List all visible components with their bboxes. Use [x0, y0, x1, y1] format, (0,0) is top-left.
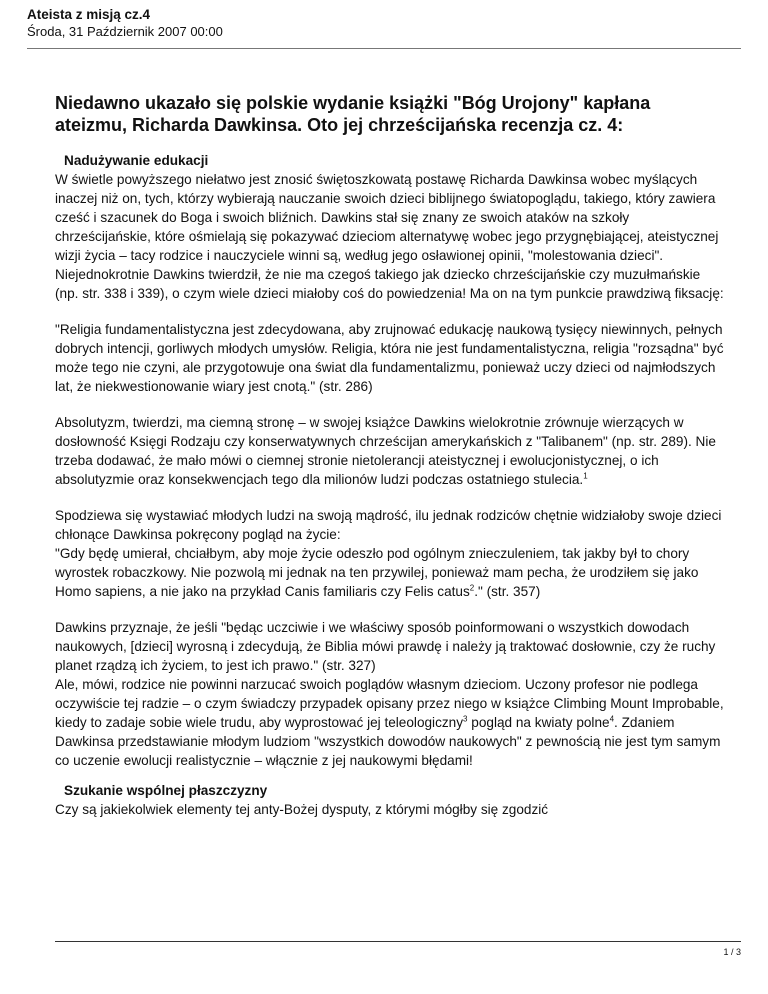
paragraph-7: Czy są jakiekolwiek elementy tej anty-Bożej dysputy, z którymi mógłby się zgodzić — [55, 802, 549, 817]
paragraph-3-text: Absolutyzm, twierdzi, ma ciemną stronę – w swojej książce Dawkins wielokrotnie zrównuje wierzących w dosłowność Księgi Rodzaju czy konserwatywnych chrześcijan amerykańskich z "Talibanem" (np. str. 289). Nie trzeba dodawać, że mało mówi o ciemnej stronie nietolerancji ateistycznej i ewolucjonistycznej, o ich absolutyzmie oraz konsekwencjach tego dla milionów ludzi podczas ostatniego stulecia. — [55, 415, 716, 487]
footnote-ref-4[interactable]: 4 — [609, 714, 615, 724]
paragraph-4-quote-text: "Gdy będę umierał, chciałbym, aby moje życie odeszło pod ogólnym znieczuleniem, tak jakby był to chory wyrostek robaczkowy. Nie pozwolą mi jednak na ten przywilej, ponieważ mam pecha, że urodziłem się jako Homo sapiens, a nie jako na przykład Canis familiaris czy Felis catus — [55, 546, 699, 599]
footnote-ref-3[interactable]: 3 — [463, 714, 468, 724]
paragraph-6-text-end: . Zdaniem Dawkinsa przedstawianie młodym ludziom "wszystkich dowodów naukowych" z pewnością nie jest tym samym co uczenie ewolucji realistycznie – włącznie z jej naukowymi błędami! — [55, 715, 721, 768]
paragraph-5: Dawkins przyznaje, że jeśli "będąc uczciwie i we właściwy sposób poinformowani o wszystkich dowodach naukowych, [dzieci] wyrosną i zdecydują, że Biblia mówi prawdę i należy ją traktować dosłownie, czy że ruchy planet rządzą ich życiem, to jest ich prawo." (str. 327) — [55, 620, 716, 673]
paragraph-2-quote: "Religia fundamentalistyczna jest zdecydowana, aby zrujnować edukację naukową tysięcy niewinnych, pełnych dobrych intencji, gorliwych młodych umysłów. Religia, która nie jest fundamentalistyczna, religia "rozsądna" być może tego nie czyni, ale przygotowuje ona świat dla fundamentalizmu, ponieważ uczy dzieci od najmłodszych lat, że niekwestionowanie wiary jest cnotą." (str. 286) — [55, 322, 724, 394]
paragraph-3 — [55, 413, 725, 489]
paragraph-6 — [55, 675, 725, 770]
header-divider — [27, 48, 741, 49]
article-body — [55, 151, 725, 819]
article-title: Niedawno ukazało się polskie wydanie książki "Bóg Urojony" kapłana ateizmu, Richarda Dawkinsa. Oto jej chrześcijańska recenzja cz. 4: — [55, 93, 651, 135]
header-title: Ateista z misją cz.4 — [27, 7, 151, 22]
paragraph-6-text-cont: pogląd na kwiaty polne — [467, 715, 610, 730]
paragraph-4-intro: Spodziewa się wystawiać młodych ludzi na swoją mądrość, ilu jednak rodziców chętnie widziałoby swoje dzieci chłonące Dawkinsa pokręcony pogląd na życie: — [55, 508, 722, 542]
paragraph-1: W świetle powyższego niełatwo jest znosić świętoszkowatą postawę Richarda Dawkinsa wobec myślących inaczej niż on, tych, którzy wybierają nauczanie swoich dzieci biblijnego światopoglądu, takiego, który zawiera cześć i szacunek do Boga i swoich bliźnich. Dawkins stał się znany ze swoich ataków na szkoły chrześcijańskie, które ośmielają się pokazywać dzieciom alternatywę wobec jego przygnębiającej, ateistycznej wizji życia – tacy rodzice i nauczyciele winni są, według jego osławionej opinii, "molestowania dzieci". Niejednokrotnie Dawkins twierdził, że nie ma czegoś takiego jak dziecko chrześcijańskie czy muzułmańskie (np. str. 338 i 339), o czym wiele dzieci miałoby coś do powiedzenia! Ma on na tym punkcie prawdziwą fiksację: — [55, 172, 724, 301]
paragraph-4-quote — [55, 544, 725, 601]
footnote-ref-1[interactable]: 1 — [583, 471, 588, 481]
paragraph-4-quote-end: ." (str. 357) — [474, 584, 541, 599]
section-heading-common-ground: Szukanie wspólnej płaszczyzny — [64, 783, 268, 798]
header-date: Środa, 31 Październik 2007 00:00 — [27, 24, 223, 39]
footer-divider — [55, 941, 741, 942]
paragraph-6-text: Ale, mówi, rodzice nie powinni narzucać swoich poglądów własnym dzieciom. Uczony profesor nie podlega oczywiście tej radzie – o czym świadczy przypadek opisany przez niego w książce Climbing Mount Improbable, kiedy to zadaje sobie wiele trudu, aby wyprostować jej teleologiczny — [55, 677, 724, 730]
page-number: 1 / 3 — [723, 947, 741, 957]
page-header — [27, 6, 223, 40]
footnote-ref-2[interactable]: 2 — [469, 583, 475, 593]
section-heading-education: Nadużywanie edukacji — [64, 153, 209, 168]
